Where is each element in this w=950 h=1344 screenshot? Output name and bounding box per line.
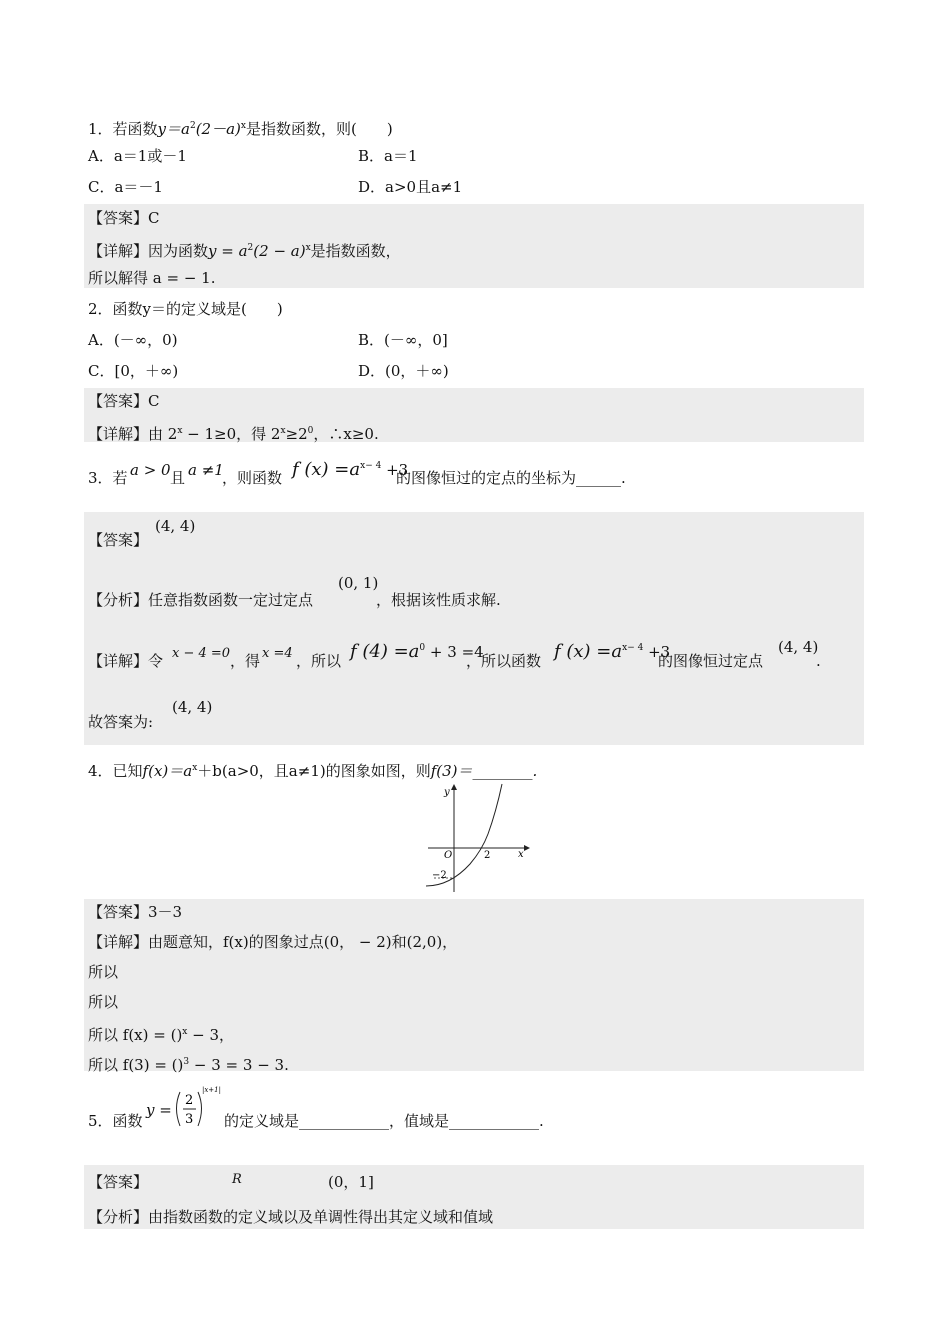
- q3-detail-eq4: f $(x) =a^{x- 4} +3$: [554, 641, 671, 662]
- q5-stem-a: 5．函数: [88, 1112, 143, 1130]
- q2-detail: 【详解】由 $2^x - 1\ge 0$，得 $2^x\ge 2^0$，∴x≥0.: [88, 425, 379, 443]
- q3-analysis: 【分析】任意指数函数一定过定点: [88, 591, 314, 609]
- q3-cond-a-positive: a > 0: [130, 461, 171, 479]
- q2-stem: 2．函数y＝的定义域是( ): [88, 300, 283, 318]
- q3-stem-b: 且: [170, 469, 186, 487]
- q5-func-y: y =: [146, 1101, 172, 1119]
- q5-fraction: [172, 1084, 228, 1130]
- q3-cond-a-not-one: a ≠1: [188, 461, 224, 479]
- q4-detail-5: 所以 f(3) = ()$^3$ − 3 = 3 − 3.: [88, 1056, 289, 1074]
- q4-y-label: y: [444, 787, 450, 798]
- q2-option-c: C．[0，＋∞): [88, 362, 179, 380]
- q1-stem: 1．若函数$y=a^2(2-a)^x$是指数函数，则( ): [88, 120, 393, 138]
- q3-detail-b: ，得: [230, 652, 261, 670]
- q3-detail-a: 【详解】令: [88, 652, 164, 670]
- q5-stem-b: 的定义域是____________，值域是____________.: [224, 1112, 544, 1130]
- q1-option-a: A．a＝1或－1: [88, 147, 187, 165]
- q3-detail-e: 的图像恒过定点: [658, 652, 764, 670]
- q5-left-paren: [177, 1092, 181, 1126]
- q5-right-paren: [198, 1092, 202, 1126]
- q5-answer-domain: R: [232, 1172, 242, 1187]
- q3-stem-c: ，则函数: [222, 469, 283, 487]
- q2-option-a: A．(－∞，0): [88, 331, 178, 349]
- q3-detail-c: ，所以: [296, 652, 342, 670]
- q4-detail-4: 所以 f(x) = ()$^x$ − 3，: [88, 1026, 235, 1044]
- q5-answer-range: (0，1]: [328, 1173, 374, 1191]
- q4-detail-1: 【详解】由题意知，f(x)的图象过点(0， − 2)和(2,0)，: [88, 933, 458, 951]
- q4-y-axis-arrow: [451, 784, 457, 790]
- q4-x-tick-label: 2: [484, 850, 491, 861]
- q4-x-axis-arrow: [524, 845, 530, 851]
- q3-function: f $(x) =a^{x- 4} +3$: [292, 459, 409, 480]
- q3-analysis-tail: ，根据该性质求解.: [376, 591, 501, 609]
- q3-stem-d: 的图像恒过的定点的坐标为______.: [396, 469, 626, 487]
- q2-option-d: D．(0，＋∞): [358, 362, 449, 380]
- q4-x-label: x: [518, 849, 524, 860]
- q5-fraction-denominator: 3: [185, 1112, 194, 1127]
- q2-answer: 【答案】C: [88, 392, 160, 410]
- q3-detail-eq3: f $(4) =a^0 + 3 =4$: [350, 641, 484, 662]
- q3-answer-value: (4, 4): [155, 517, 196, 535]
- q1-option-d: D．a>0且a≠1: [358, 178, 463, 196]
- q3-detail-d: ，所以函数: [466, 652, 542, 670]
- q4-origin-label: O: [444, 850, 453, 861]
- q1-option-b: B．a＝1: [358, 147, 418, 165]
- q3-stem-a: 3．若: [88, 469, 128, 487]
- q4-stem: 4．已知$f(x)=a^x+b(a>0$，且a≠1)的图象如图，则f(3)＝________.: [88, 762, 538, 780]
- q1-answer: 【答案】C: [88, 209, 160, 227]
- q1-detail-2: 所以解得 a = − 1.: [88, 269, 216, 287]
- q1-option-c: C．a＝－1: [88, 178, 163, 196]
- q4-detail-2: 所以: [88, 963, 119, 981]
- q1-detail: 【详解】因为函数$y = a^2(2 - a)^x$是指数函数，: [88, 242, 401, 260]
- q3-detail-end: .: [816, 652, 821, 670]
- q5-exponent: |x+1|: [202, 1086, 221, 1094]
- q3-final-point: (4, 4): [172, 698, 213, 716]
- q3-final-label: 故答案为:: [88, 713, 154, 731]
- q4-answer: 【答案】3－3: [88, 903, 183, 921]
- q5-analysis: 【分析】由指数函数的定义域以及单调性得出其定义域和值域: [88, 1208, 494, 1226]
- q2-option-b: B．(－∞，0]: [358, 331, 448, 349]
- q3-detail-eq1: x − 4 =0: [172, 646, 231, 661]
- q5-answer-label: 【答案】: [88, 1173, 149, 1191]
- q4-detail-3: 所以: [88, 993, 119, 1011]
- q4-graph: [420, 782, 532, 894]
- q5-fraction-numerator: 2: [185, 1093, 194, 1108]
- q4-y-tick-label: −2: [432, 870, 447, 881]
- q3-detail-point: (4, 4): [778, 638, 819, 656]
- q4-answer-band: [84, 899, 864, 1071]
- q3-detail-eq2: x =4: [262, 646, 293, 661]
- q3-analysis-point: (0, 1): [338, 574, 379, 592]
- q3-answer-label: 【答案】: [88, 531, 149, 549]
